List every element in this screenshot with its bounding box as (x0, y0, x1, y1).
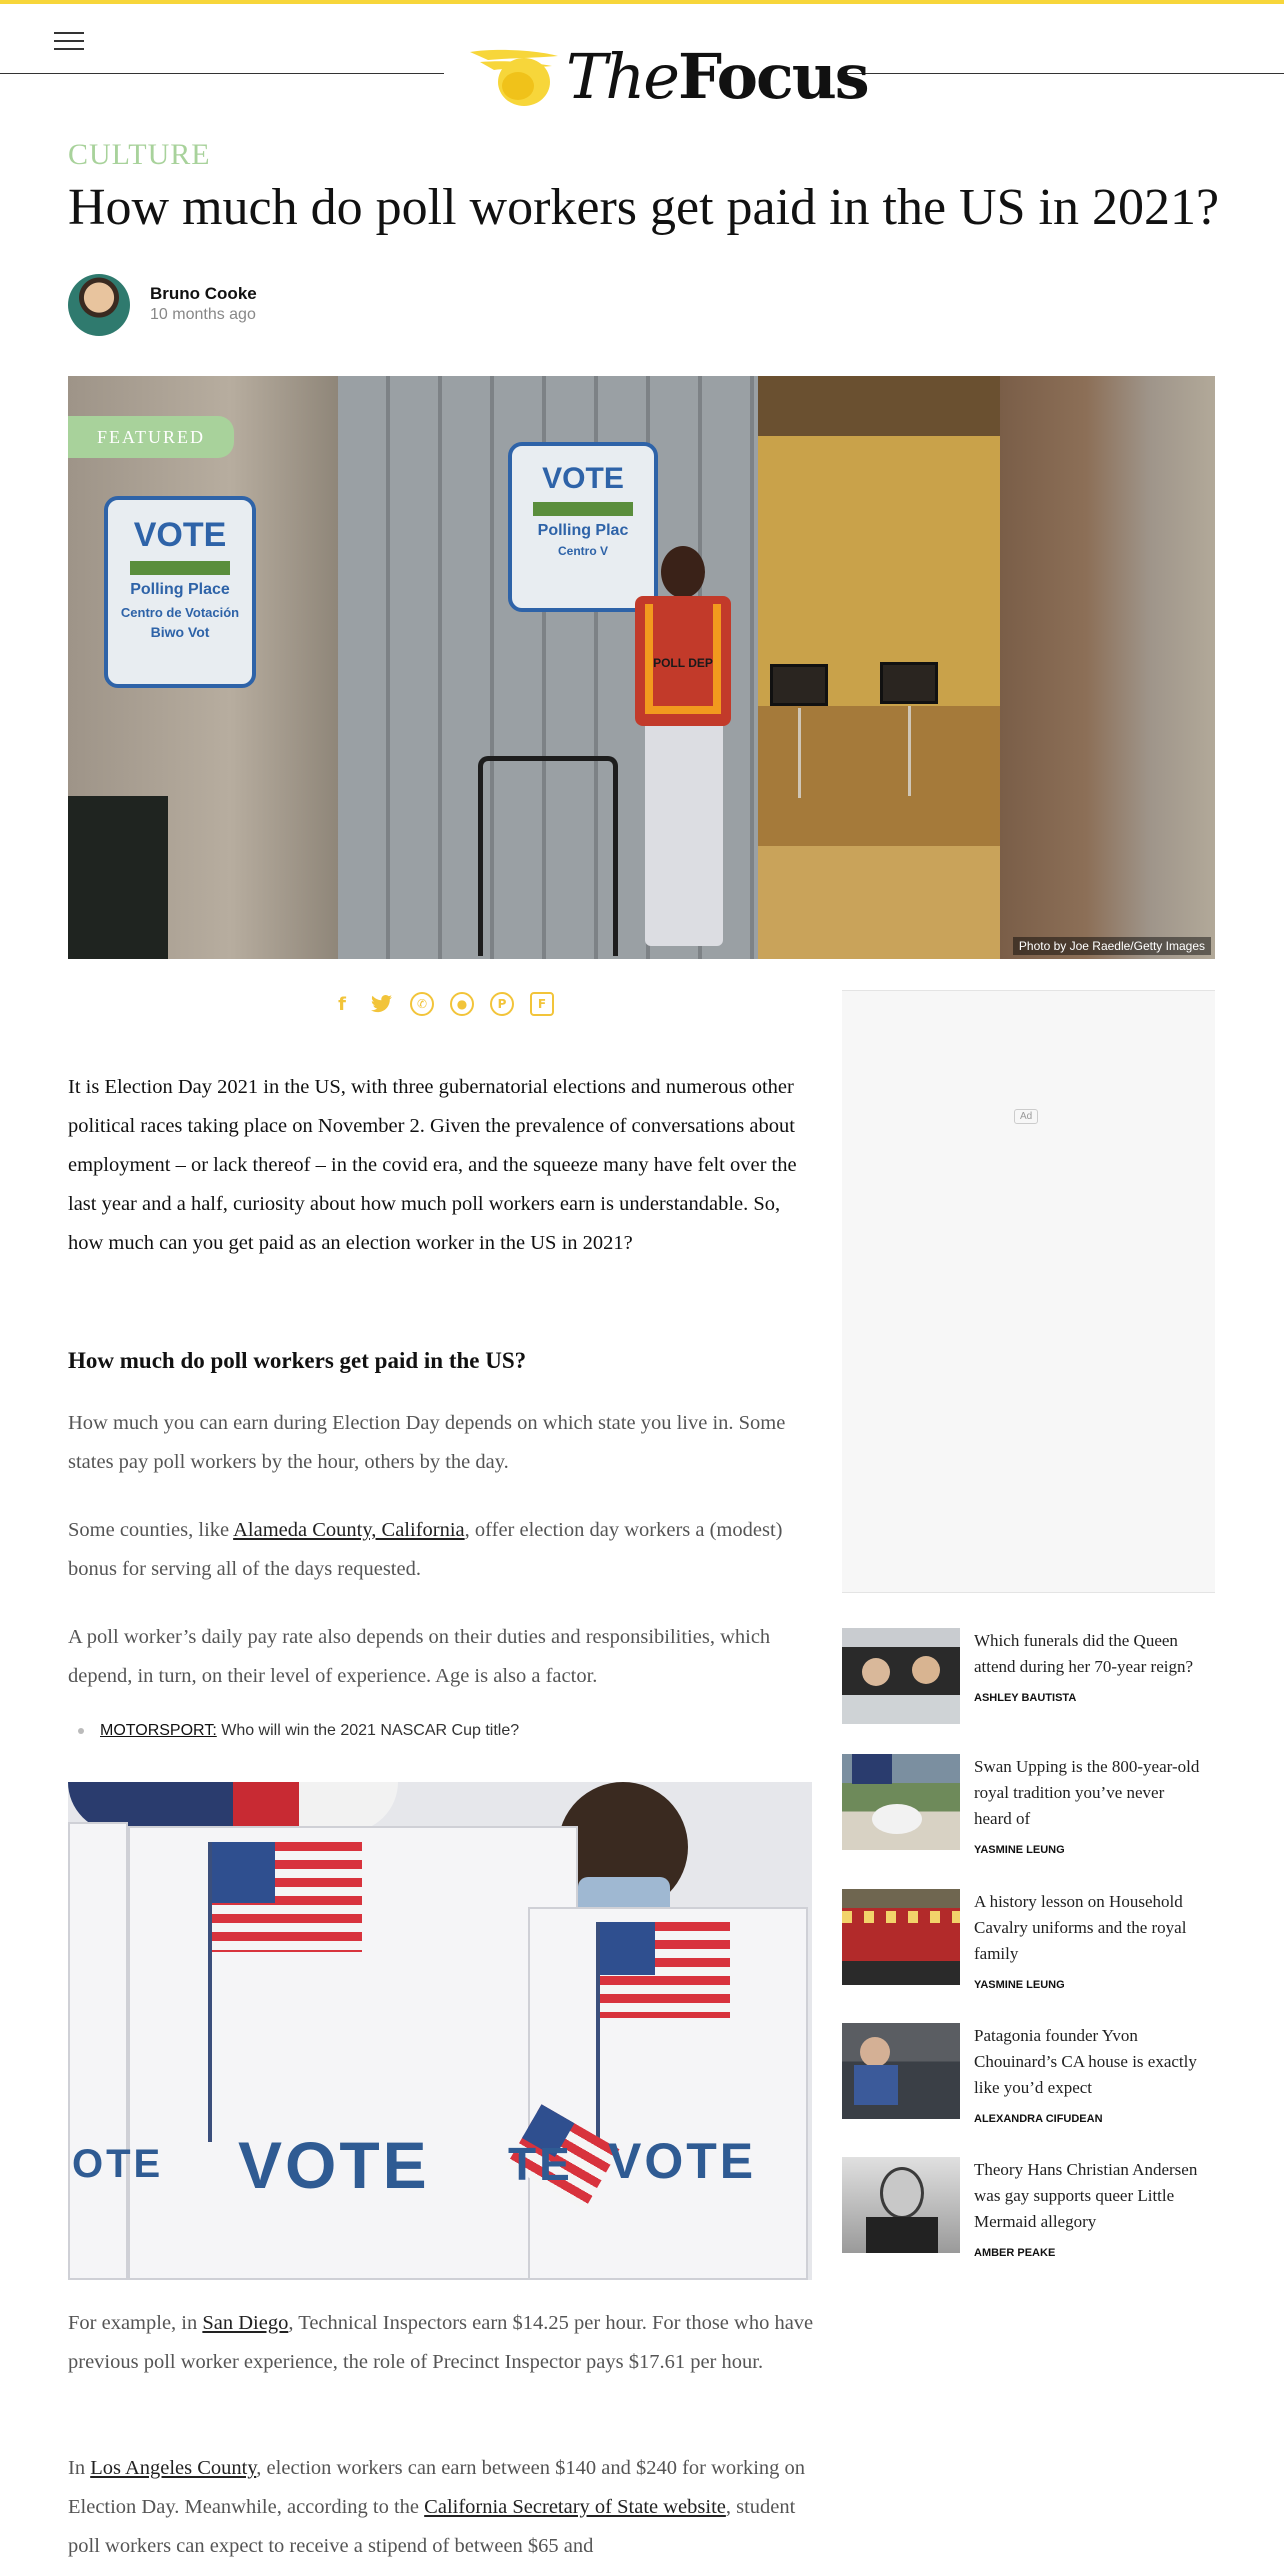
vote-word-partial: TE (508, 2138, 573, 2190)
paragraph-3: A poll worker’s daily pay rate also depends on their duties and responsibilities, which depend, in turn, on their level of experience. Age is also a factor. (68, 1626, 771, 1687)
vote-word-right: VOTE (608, 2133, 757, 2189)
vote-booth-image (68, 1782, 812, 2280)
sidebar-article[interactable] (842, 2157, 1215, 2267)
article-title: How much do poll workers get paid in the US in 2021? (68, 179, 1220, 236)
twitter-icon[interactable] (370, 992, 394, 1016)
pinterest-icon[interactable]: P (490, 992, 514, 1016)
sidebar-article[interactable] (842, 1754, 1215, 1864)
poll-worker-figure (623, 546, 743, 946)
author-name[interactable]: Bruno Cooke (150, 284, 257, 303)
bullet-dot (78, 1728, 84, 1734)
sidebar-article[interactable] (842, 1889, 1215, 1999)
reddit-icon[interactable]: ● (450, 992, 474, 1016)
hero-sign-vote: VOTE (133, 516, 227, 554)
article-lead: It is Election Day 2021 in the US, with three gubernatorial elections and numerous other political races taking place on November 2. Given the prevalence of conversations about employment – or lack thereof – in the covid era, and the squeeze many have felt over the last year and a half, curiosity about how much poll workers earn is understandable. So, how much can you get paid as an election worker in the US in 2021? (68, 1076, 797, 1254)
alameda-county-link[interactable]: Alameda County, California (233, 1519, 465, 1541)
logo-the: The (566, 40, 678, 113)
sidebar-article-title: Which funerals did the Queen attend during her 70-year reign? (974, 1631, 1194, 1676)
flag-large (212, 1842, 362, 1952)
article-thumbnail (842, 1754, 960, 1850)
ca-secretary-of-state-link[interactable]: California Secretary of State website (424, 2496, 726, 2518)
article-thumbnail (842, 1628, 960, 1724)
sidebar-article-author: ASHLEY BAUTISTA (974, 1692, 1077, 1704)
hero-image (68, 376, 1215, 959)
article-thumbnail (842, 2157, 960, 2253)
facebook-icon[interactable]: f (338, 993, 346, 1015)
publish-time: 10 months ago (150, 306, 256, 323)
related-link-item (78, 1722, 818, 1740)
hero-sign-polling: Polling Place (130, 581, 230, 598)
sidebar-article-author: YASMINE LEUNG (974, 1844, 1065, 1856)
sidebar-article-title: Patagonia founder Yvon Chouinard’s CA house is exactly like you’d expect (974, 2026, 1197, 2097)
sidebar-article[interactable] (842, 2023, 1215, 2133)
article-thumbnail (842, 1889, 960, 1985)
hero-sign-left (104, 496, 256, 688)
site-header (0, 4, 1284, 128)
sidebar-article-author: ALEXANDRA CIFUDEAN (974, 2113, 1103, 2125)
san-diego-link[interactable]: San Diego (202, 2312, 289, 2334)
share-bar (330, 990, 560, 1018)
sidebar-article-author: YASMINE LEUNG (974, 1979, 1065, 1991)
flipboard-icon[interactable]: F (530, 992, 554, 1016)
site-logo[interactable] (466, 40, 868, 120)
article-thumbnail (842, 2023, 960, 2119)
header-rule-right (838, 73, 1284, 74)
author-avatar[interactable] (68, 274, 130, 336)
vote-word-main: VOTE (238, 2128, 430, 2202)
paragraph-1: How much you can earn during Election Day depends on which state you live in. Some states pay poll workers by the hour, others by the day. (68, 1412, 786, 1473)
hero-sign-centro: Centro de Votación (120, 605, 240, 620)
ad-label: Ad (1014, 1109, 1038, 1124)
logo-wordmark (566, 42, 868, 112)
header-rule-left (0, 73, 444, 74)
sidebar-article-title: Theory Hans Christian Andersen was gay supports queer Little Mermaid allegory (974, 2160, 1198, 2231)
hero-sign-vote-2: VOTE (542, 462, 624, 495)
sidebar-article[interactable] (842, 1628, 1215, 1738)
hero-sign-biwo: Biwo Vot (150, 624, 210, 640)
vote-word-left: OTE (72, 2142, 164, 2186)
section-heading: How much do poll workers get paid in the US? (68, 1348, 527, 1373)
los-angeles-county-link[interactable]: Los Angeles County (90, 2457, 257, 2479)
sidebar-ad[interactable] (842, 990, 1215, 1593)
category-link[interactable]: CULTURE (68, 138, 211, 171)
sidebar-article-title: Swan Upping is the 800-year-old royal tradition you’ve never heard of (974, 1757, 1200, 1828)
paragraph-4: For example, in San Diego, Technical Inspectors earn $14.25 per hour. For those who have previous poll worker experience, the role of Precinct Inspector pays $17.61 per hour. (68, 2312, 814, 2373)
motorsport-link[interactable]: MOTORSPORT: (100, 1722, 217, 1739)
paragraph-5: In Los Angeles County, election workers can earn between $140 and $240 for working on Election Day. Meanwhile, according to the California Secretary of State website, student poll workers can expect to receive a stipend of between $65 and (68, 2457, 806, 2557)
related-link-text: Who will win the 2021 NASCAR Cup title? (216, 1722, 520, 1739)
hero-sign-centro-2: Centro V (557, 544, 608, 558)
whatsapp-icon[interactable]: ✆ (410, 992, 434, 1016)
photo-credit: Photo by Joe Raedle/Getty Images (1013, 937, 1211, 955)
sidebar-article-author: AMBER PEAKE (974, 2247, 1056, 2259)
menu-icon[interactable] (54, 32, 84, 52)
featured-badge: FEATURED (68, 416, 234, 458)
flag-right (600, 1922, 730, 2018)
logo-focus: Focus (677, 40, 868, 113)
sidebar-article-title: A history lesson on Household Cavalry uniforms and the royal family (974, 1892, 1187, 1963)
hero-vest-text: POLL DEP (653, 656, 713, 670)
paragraph-2: Some counties, like Alameda County, California, offer election day workers a (modest) bonus for serving all of the days requested. (68, 1519, 783, 1580)
logo-swoosh-icon (466, 46, 562, 108)
hero-sign-polling-2: Polling Plac (537, 522, 629, 539)
